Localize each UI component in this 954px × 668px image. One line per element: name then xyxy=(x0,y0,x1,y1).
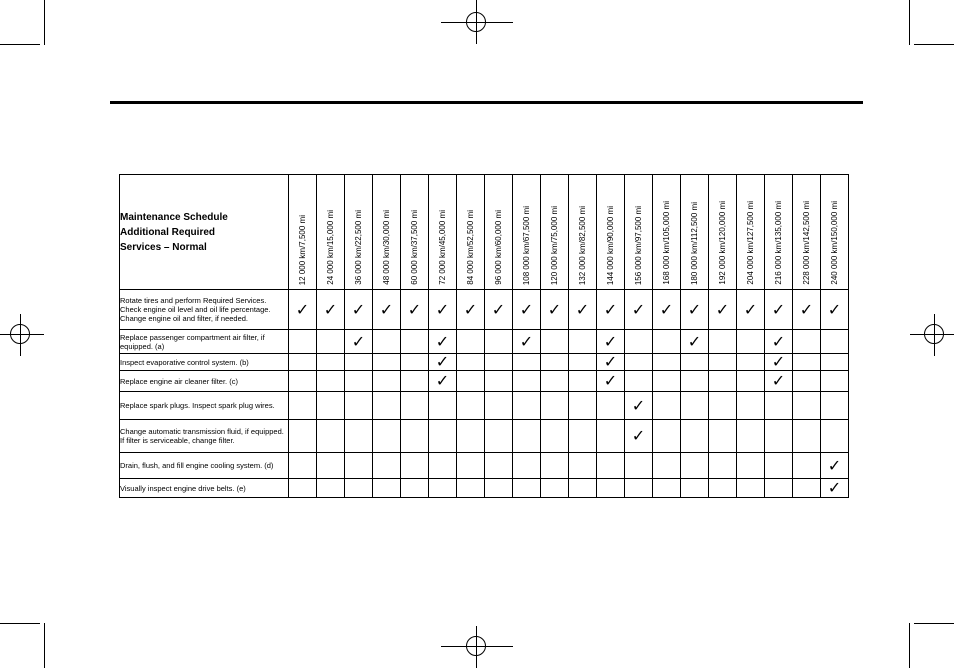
empty-cell xyxy=(653,330,681,354)
empty-cell xyxy=(737,479,765,498)
empty-cell xyxy=(793,479,821,498)
table-row xyxy=(120,290,849,330)
check-mark-icon: ✓ xyxy=(765,354,793,371)
empty-cell xyxy=(681,453,709,479)
empty-cell xyxy=(653,392,681,420)
empty-cell xyxy=(513,453,541,479)
empty-cell xyxy=(485,371,513,392)
empty-cell xyxy=(401,392,429,420)
empty-cell xyxy=(681,479,709,498)
interval-label: 228 000 km/142,500 mi xyxy=(801,201,811,285)
empty-cell xyxy=(821,392,849,420)
empty-cell xyxy=(401,453,429,479)
crop-mark xyxy=(0,44,40,45)
empty-cell xyxy=(485,392,513,420)
empty-cell xyxy=(625,371,653,392)
empty-cell xyxy=(513,392,541,420)
registration-crosshair xyxy=(476,626,477,668)
empty-cell xyxy=(793,371,821,392)
check-mark-icon: ✓ xyxy=(289,290,317,330)
empty-cell xyxy=(569,330,597,354)
interval-label: 24 000 km/15,000 mi xyxy=(325,210,335,285)
empty-cell xyxy=(681,354,709,371)
interval-header xyxy=(513,175,541,290)
registration-crosshair xyxy=(476,0,477,44)
empty-cell xyxy=(709,330,737,354)
check-mark-icon: ✓ xyxy=(793,290,821,330)
empty-cell xyxy=(513,354,541,371)
service-label: Inspect evaporative control system. (b) xyxy=(120,354,289,371)
interval-header xyxy=(345,175,373,290)
interval-header xyxy=(541,175,569,290)
empty-cell xyxy=(821,420,849,453)
interval-header xyxy=(429,175,457,290)
check-mark-icon: ✓ xyxy=(429,330,457,354)
empty-cell xyxy=(485,420,513,453)
registration-crosshair xyxy=(20,314,21,356)
empty-cell xyxy=(709,420,737,453)
check-mark-icon: ✓ xyxy=(765,330,793,354)
empty-cell xyxy=(653,371,681,392)
crop-mark xyxy=(44,0,45,45)
check-mark-icon: ✓ xyxy=(597,354,625,371)
check-mark-icon: ✓ xyxy=(821,479,849,498)
service-label: Visually inspect engine drive belts. (e) xyxy=(120,479,289,498)
header-rule xyxy=(110,101,863,104)
title-line: Maintenance Schedule xyxy=(120,211,228,223)
interval-header xyxy=(457,175,485,290)
table-row xyxy=(120,330,849,354)
table-row xyxy=(120,453,849,479)
empty-cell xyxy=(541,392,569,420)
check-mark-icon: ✓ xyxy=(513,330,541,354)
check-mark-icon: ✓ xyxy=(373,290,401,330)
empty-cell xyxy=(457,479,485,498)
empty-cell xyxy=(709,354,737,371)
empty-cell xyxy=(569,392,597,420)
check-mark-icon: ✓ xyxy=(737,290,765,330)
empty-cell xyxy=(793,330,821,354)
empty-cell xyxy=(373,354,401,371)
empty-cell xyxy=(541,479,569,498)
empty-cell xyxy=(289,420,317,453)
empty-cell xyxy=(429,392,457,420)
empty-cell xyxy=(737,420,765,453)
interval-label: 60 000 km/37,500 mi xyxy=(409,210,419,285)
check-mark-icon: ✓ xyxy=(541,290,569,330)
empty-cell xyxy=(485,354,513,371)
empty-cell xyxy=(317,330,345,354)
interval-header xyxy=(373,175,401,290)
empty-cell xyxy=(317,354,345,371)
empty-cell xyxy=(289,354,317,371)
interval-label: 144 000 km/90,000 mi xyxy=(605,205,615,285)
empty-cell xyxy=(429,420,457,453)
empty-cell xyxy=(541,354,569,371)
check-mark-icon: ✓ xyxy=(513,290,541,330)
empty-cell xyxy=(625,330,653,354)
empty-cell xyxy=(373,371,401,392)
table-row xyxy=(120,420,849,453)
interval-header xyxy=(317,175,345,290)
empty-cell xyxy=(457,371,485,392)
empty-cell xyxy=(457,354,485,371)
crop-mark xyxy=(914,623,954,624)
check-mark-icon: ✓ xyxy=(765,371,793,392)
empty-cell xyxy=(485,330,513,354)
empty-cell xyxy=(653,354,681,371)
crop-mark xyxy=(44,623,45,668)
empty-cell xyxy=(681,392,709,420)
title-line: Services – Normal xyxy=(120,241,207,253)
empty-cell xyxy=(765,479,793,498)
check-mark-icon: ✓ xyxy=(597,290,625,330)
crop-mark xyxy=(909,623,910,668)
registration-crosshair xyxy=(441,646,513,647)
empty-cell xyxy=(653,420,681,453)
service-label: Rotate tires and perform Required Services. Check engine oil level and oil life percentage. Change engine oil and filter, if needed. xyxy=(120,290,289,330)
empty-cell xyxy=(597,392,625,420)
empty-cell xyxy=(765,392,793,420)
check-mark-icon: ✓ xyxy=(317,290,345,330)
check-mark-icon: ✓ xyxy=(485,290,513,330)
empty-cell xyxy=(569,453,597,479)
interval-label: 84 000 km/52,500 mi xyxy=(465,210,475,285)
empty-cell xyxy=(457,453,485,479)
crop-mark xyxy=(0,623,40,624)
empty-cell xyxy=(457,392,485,420)
interval-label: 120 000 km/75,000 mi xyxy=(549,205,559,285)
empty-cell xyxy=(569,354,597,371)
check-mark-icon: ✓ xyxy=(625,420,653,453)
interval-label: 96 000 km/60,000 mi xyxy=(493,210,503,285)
empty-cell xyxy=(821,354,849,371)
empty-cell xyxy=(793,392,821,420)
check-mark-icon: ✓ xyxy=(821,290,849,330)
service-label: Replace engine air cleaner filter. (c) xyxy=(120,371,289,392)
check-mark-icon: ✓ xyxy=(429,354,457,371)
empty-cell xyxy=(737,354,765,371)
empty-cell xyxy=(485,479,513,498)
check-mark-icon: ✓ xyxy=(597,330,625,354)
empty-cell xyxy=(737,392,765,420)
empty-cell xyxy=(765,420,793,453)
interval-header xyxy=(401,175,429,290)
check-mark-icon: ✓ xyxy=(429,290,457,330)
interval-label: 204 000 km/127,500 mi xyxy=(745,201,755,285)
interval-label: 12 000 km/7,500 mi xyxy=(297,214,307,285)
registration-crosshair xyxy=(0,334,44,335)
empty-cell xyxy=(653,453,681,479)
interval-label: 156 000 km/97,500 mi xyxy=(633,205,643,285)
check-mark-icon: ✓ xyxy=(625,392,653,420)
check-mark-icon: ✓ xyxy=(709,290,737,330)
interval-header xyxy=(597,175,625,290)
registration-crosshair xyxy=(910,334,954,335)
empty-cell xyxy=(317,371,345,392)
empty-cell xyxy=(289,371,317,392)
interval-header xyxy=(569,175,597,290)
empty-cell xyxy=(401,420,429,453)
empty-cell xyxy=(429,479,457,498)
empty-cell xyxy=(345,371,373,392)
empty-cell xyxy=(709,453,737,479)
interval-label: 192 000 km/120,000 mi xyxy=(717,201,727,285)
interval-header xyxy=(485,175,513,290)
interval-header xyxy=(653,175,681,290)
check-mark-icon: ✓ xyxy=(457,290,485,330)
interval-label: 216 000 km/135,000 mi xyxy=(773,201,783,285)
title-line: Additional Required xyxy=(120,226,215,238)
empty-cell xyxy=(569,420,597,453)
empty-cell xyxy=(513,420,541,453)
registration-crosshair xyxy=(441,22,513,23)
empty-cell xyxy=(737,330,765,354)
empty-cell xyxy=(345,354,373,371)
empty-cell xyxy=(821,330,849,354)
check-mark-icon: ✓ xyxy=(569,290,597,330)
empty-cell xyxy=(681,420,709,453)
empty-cell xyxy=(597,453,625,479)
check-mark-icon: ✓ xyxy=(681,330,709,354)
table-title xyxy=(120,175,289,290)
check-mark-icon: ✓ xyxy=(401,290,429,330)
check-mark-icon: ✓ xyxy=(429,371,457,392)
empty-cell xyxy=(373,453,401,479)
empty-cell xyxy=(373,392,401,420)
interval-header xyxy=(681,175,709,290)
empty-cell xyxy=(709,392,737,420)
empty-cell xyxy=(373,479,401,498)
empty-cell xyxy=(373,420,401,453)
empty-cell xyxy=(821,371,849,392)
interval-label: 132 000 km/82,500 mi xyxy=(577,205,587,285)
table-row xyxy=(120,392,849,420)
empty-cell xyxy=(709,479,737,498)
empty-cell xyxy=(289,330,317,354)
check-mark-icon: ✓ xyxy=(345,290,373,330)
empty-cell xyxy=(737,371,765,392)
empty-cell xyxy=(289,453,317,479)
interval-label: 168 000 km/105,000 mi xyxy=(661,201,671,285)
empty-cell xyxy=(625,479,653,498)
check-mark-icon: ✓ xyxy=(821,453,849,479)
empty-cell xyxy=(345,392,373,420)
empty-cell xyxy=(541,330,569,354)
table-row xyxy=(120,354,849,371)
table-row xyxy=(120,479,849,498)
interval-label: 36 000 km/22,500 mi xyxy=(353,210,363,285)
interval-label: 180 000 km/112,500 mi xyxy=(689,201,699,285)
check-mark-icon: ✓ xyxy=(597,371,625,392)
interval-header xyxy=(737,175,765,290)
empty-cell xyxy=(345,479,373,498)
empty-cell xyxy=(317,479,345,498)
empty-cell xyxy=(597,479,625,498)
interval-header xyxy=(793,175,821,290)
empty-cell xyxy=(289,392,317,420)
interval-label: 72 000 km/45,000 mi xyxy=(437,210,447,285)
empty-cell xyxy=(457,330,485,354)
empty-cell xyxy=(569,371,597,392)
check-mark-icon: ✓ xyxy=(681,290,709,330)
empty-cell xyxy=(541,453,569,479)
crop-mark xyxy=(914,44,954,45)
interval-header xyxy=(709,175,737,290)
empty-cell xyxy=(401,330,429,354)
empty-cell xyxy=(681,371,709,392)
empty-cell xyxy=(429,453,457,479)
service-label: Change automatic transmission fluid, if equipped. If filter is serviceable, change filter. xyxy=(120,420,289,453)
empty-cell xyxy=(345,420,373,453)
empty-cell xyxy=(541,420,569,453)
empty-cell xyxy=(345,453,373,479)
interval-header xyxy=(625,175,653,290)
empty-cell xyxy=(401,354,429,371)
check-mark-icon: ✓ xyxy=(765,290,793,330)
interval-header xyxy=(289,175,317,290)
interval-header xyxy=(821,175,849,290)
empty-cell xyxy=(317,453,345,479)
empty-cell xyxy=(569,479,597,498)
empty-cell xyxy=(793,354,821,371)
interval-label: 48 000 km/30,000 mi xyxy=(381,210,391,285)
empty-cell xyxy=(485,453,513,479)
empty-cell xyxy=(597,420,625,453)
check-mark-icon: ✓ xyxy=(345,330,373,354)
empty-cell xyxy=(765,453,793,479)
empty-cell xyxy=(513,371,541,392)
empty-cell xyxy=(289,479,317,498)
empty-cell xyxy=(401,371,429,392)
empty-cell xyxy=(625,354,653,371)
empty-cell xyxy=(653,479,681,498)
empty-cell xyxy=(625,453,653,479)
table-row xyxy=(120,371,849,392)
empty-cell xyxy=(317,420,345,453)
registration-crosshair xyxy=(934,314,935,356)
interval-label: 108 000 km/67,500 mi xyxy=(521,205,531,285)
empty-cell xyxy=(793,453,821,479)
empty-cell xyxy=(737,453,765,479)
check-mark-icon: ✓ xyxy=(625,290,653,330)
table-header-row xyxy=(120,175,849,290)
crop-mark xyxy=(909,0,910,45)
empty-cell xyxy=(373,330,401,354)
service-label: Replace spark plugs. Inspect spark plug wires. xyxy=(120,392,289,420)
empty-cell xyxy=(401,479,429,498)
interval-label: 240 000 km/150,000 mi xyxy=(829,201,839,285)
interval-header xyxy=(765,175,793,290)
empty-cell xyxy=(317,392,345,420)
maintenance-schedule-table xyxy=(119,174,849,498)
empty-cell xyxy=(457,420,485,453)
check-mark-icon: ✓ xyxy=(653,290,681,330)
empty-cell xyxy=(793,420,821,453)
service-label: Replace passenger compartment air filter, if equipped. (a) xyxy=(120,330,289,354)
service-label: Drain, flush, and fill engine cooling system. (d) xyxy=(120,453,289,479)
empty-cell xyxy=(541,371,569,392)
empty-cell xyxy=(513,479,541,498)
empty-cell xyxy=(709,371,737,392)
